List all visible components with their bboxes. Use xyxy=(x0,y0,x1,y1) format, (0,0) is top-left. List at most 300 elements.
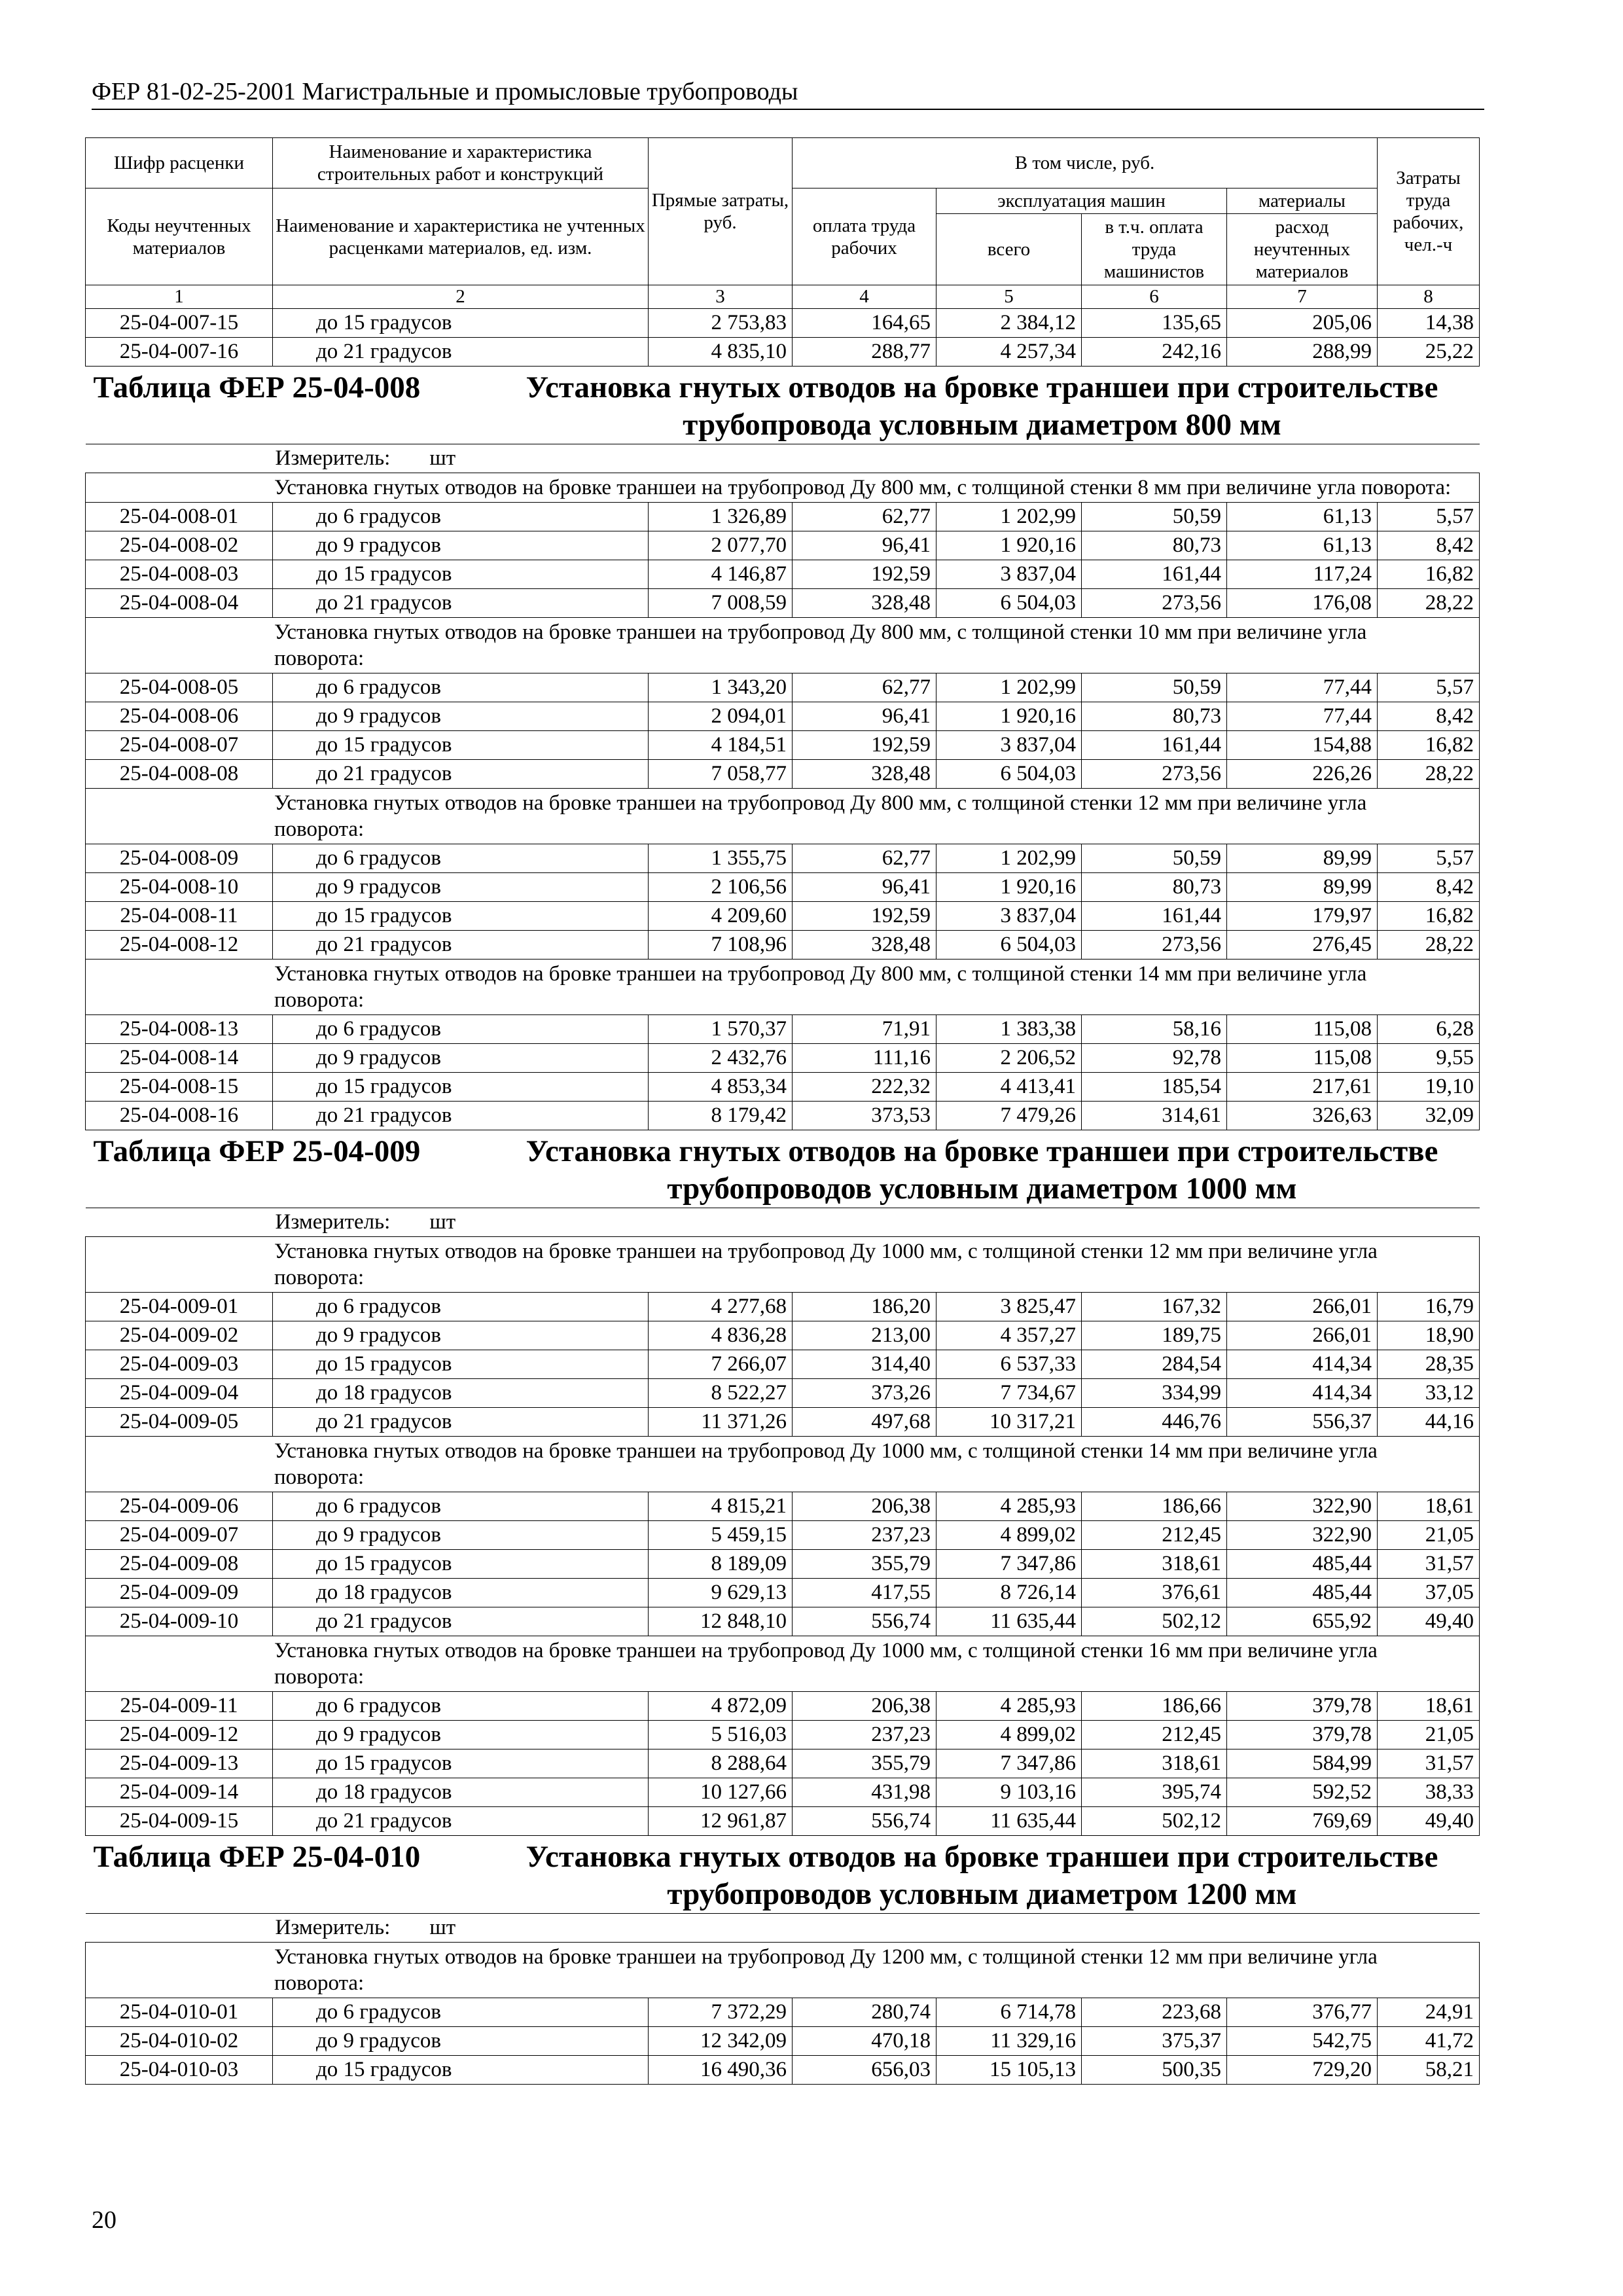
materials: 266,01 xyxy=(1227,1321,1378,1350)
labor-pay: 96,41 xyxy=(793,531,936,560)
rate-name: до 18 градусов xyxy=(273,1379,649,1408)
group-description-row xyxy=(86,960,1480,1015)
materials: 61,13 xyxy=(1227,503,1378,531)
col-materials-header: материалы xyxy=(1227,188,1378,214)
direct-cost: 7 058,77 xyxy=(649,760,793,789)
meter-label: Измеритель: xyxy=(275,446,391,470)
rate-code: 25-04-009-01 xyxy=(86,1293,273,1321)
group-description: Установка гнутых отводов на бровке траншеи на трубопровод Ду 800 мм, с толщиной стенки 8 мм при величине угла поворота: xyxy=(86,473,1480,503)
direct-cost: 8 522,27 xyxy=(649,1379,793,1408)
machines-labor: 212,45 xyxy=(1082,1721,1227,1749)
meter-row xyxy=(86,1914,1480,1943)
labor-hours: 38,33 xyxy=(1378,1778,1480,1807)
col-number: 7 xyxy=(1227,285,1378,309)
labor-hours: 5,57 xyxy=(1378,673,1480,702)
materials: 414,34 xyxy=(1227,1350,1378,1379)
machines-labor: 318,61 xyxy=(1082,1550,1227,1579)
machines-total: 11 635,44 xyxy=(936,1807,1082,1836)
meter-cell xyxy=(86,1208,1480,1237)
rate-name: до 6 градусов xyxy=(273,503,649,531)
machines-labor: 334,99 xyxy=(1082,1379,1227,1408)
materials: 89,99 xyxy=(1227,873,1378,902)
labor-pay: 237,23 xyxy=(793,1521,936,1550)
labor-hours: 8,42 xyxy=(1378,873,1480,902)
rate-code: 25-04-008-08 xyxy=(86,760,273,789)
rate-code: 25-04-008-07 xyxy=(86,731,273,760)
materials: 77,44 xyxy=(1227,702,1378,731)
rate-name: до 15 градусов xyxy=(273,309,649,338)
direct-cost: 12 961,87 xyxy=(649,1807,793,1836)
rate-code: 25-04-009-12 xyxy=(86,1721,273,1749)
direct-cost: 7 372,29 xyxy=(649,1998,793,2027)
col-number: 5 xyxy=(936,285,1082,309)
materials: 485,44 xyxy=(1227,1579,1378,1607)
meter-row xyxy=(86,1208,1480,1237)
machines-labor: 395,74 xyxy=(1082,1778,1227,1807)
rate-code: 25-04-009-15 xyxy=(86,1807,273,1836)
labor-pay: 328,48 xyxy=(793,589,936,618)
col-number: 4 xyxy=(793,285,936,309)
col-machines-labor-header: в т.ч. оплата труда машинистов xyxy=(1082,214,1227,285)
direct-cost: 4 872,09 xyxy=(649,1692,793,1721)
labor-pay: 280,74 xyxy=(793,1998,936,2027)
labor-hours: 5,57 xyxy=(1378,503,1480,531)
machines-total: 6 504,03 xyxy=(936,931,1082,960)
rate-code: 25-04-008-06 xyxy=(86,702,273,731)
materials: 376,77 xyxy=(1227,1998,1378,2027)
direct-cost: 4 853,34 xyxy=(649,1073,793,1102)
direct-cost: 8 189,09 xyxy=(649,1550,793,1579)
group-description: Установка гнутых отводов на бровке траншеи на трубопровод Ду 1000 мм, с толщиной стенки 12 мм при величине угла поворота: xyxy=(86,1237,1480,1293)
machines-labor: 50,59 xyxy=(1082,673,1227,702)
direct-cost: 2 753,83 xyxy=(649,309,793,338)
col-including-header: В том числе, руб. xyxy=(793,138,1378,188)
machines-labor: 284,54 xyxy=(1082,1350,1227,1379)
materials: 89,99 xyxy=(1227,844,1378,873)
machines-labor: 376,61 xyxy=(1082,1579,1227,1607)
labor-hours: 5,57 xyxy=(1378,844,1480,873)
direct-cost: 1 326,89 xyxy=(649,503,793,531)
direct-cost: 2 094,01 xyxy=(649,702,793,731)
table-row xyxy=(86,1998,1480,2027)
labor-pay: 62,77 xyxy=(793,673,936,702)
labor-pay: 288,77 xyxy=(793,338,936,367)
table-row xyxy=(86,844,1480,873)
materials: 217,61 xyxy=(1227,1073,1378,1102)
materials: 117,24 xyxy=(1227,560,1378,589)
materials: 266,01 xyxy=(1227,1293,1378,1321)
rate-code: 25-04-010-02 xyxy=(86,2027,273,2056)
meter-cell xyxy=(86,1914,1480,1943)
labor-hours: 28,22 xyxy=(1378,931,1480,960)
table-row xyxy=(86,309,1480,338)
table-row xyxy=(86,1721,1480,1749)
rate-name: до 9 градусов xyxy=(273,1521,649,1550)
labor-hours: 49,40 xyxy=(1378,1607,1480,1636)
labor-hours: 31,57 xyxy=(1378,1550,1480,1579)
table-row xyxy=(86,673,1480,702)
machines-labor: 242,16 xyxy=(1082,338,1227,367)
materials: 61,13 xyxy=(1227,531,1378,560)
direct-cost: 12 342,09 xyxy=(649,2027,793,2056)
labor-hours: 21,05 xyxy=(1378,1721,1480,1749)
rate-name: до 15 градусов xyxy=(273,1550,649,1579)
table-title xyxy=(86,1839,1480,1913)
table-row xyxy=(86,1350,1480,1379)
direct-cost: 9 629,13 xyxy=(649,1579,793,1607)
rate-name: до 6 градусов xyxy=(273,1692,649,1721)
machines-total: 3 837,04 xyxy=(936,731,1082,760)
materials: 154,88 xyxy=(1227,731,1378,760)
labor-hours: 32,09 xyxy=(1378,1102,1480,1130)
machines-total: 4 285,93 xyxy=(936,1692,1082,1721)
machines-labor: 273,56 xyxy=(1082,589,1227,618)
labor-hours: 25,22 xyxy=(1378,338,1480,367)
labor-hours: 19,10 xyxy=(1378,1073,1480,1102)
group-description: Установка гнутых отводов на бровке траншеи на трубопровод Ду 1200 мм, с толщиной стенки 12 мм при величине угла поворота: xyxy=(86,1943,1480,1998)
materials: 485,44 xyxy=(1227,1550,1378,1579)
labor-hours: 21,05 xyxy=(1378,1521,1480,1550)
labor-pay: 373,53 xyxy=(793,1102,936,1130)
col-number: 2 xyxy=(273,285,649,309)
rate-name: до 6 градусов xyxy=(273,1293,649,1321)
col-machines-header: эксплуатация машин xyxy=(936,188,1227,214)
labor-hours: 37,05 xyxy=(1378,1579,1480,1607)
rate-code: 25-04-008-10 xyxy=(86,873,273,902)
rate-name: до 21 градусов xyxy=(273,589,649,618)
labor-pay: 431,98 xyxy=(793,1778,936,1807)
rate-code: 25-04-008-11 xyxy=(86,902,273,931)
table-row xyxy=(86,1807,1480,1836)
col-number: 6 xyxy=(1082,285,1227,309)
machines-labor: 314,61 xyxy=(1082,1102,1227,1130)
machines-labor: 446,76 xyxy=(1082,1408,1227,1437)
direct-cost: 4 277,68 xyxy=(649,1293,793,1321)
labor-pay: 222,32 xyxy=(793,1073,936,1102)
machines-labor: 502,12 xyxy=(1082,1607,1227,1636)
direct-cost: 2 077,70 xyxy=(649,531,793,560)
labor-pay: 355,79 xyxy=(793,1749,936,1778)
materials: 655,92 xyxy=(1227,1607,1378,1636)
rate-code: 25-04-008-01 xyxy=(86,503,273,531)
rate-code: 25-04-009-09 xyxy=(86,1579,273,1607)
materials: 205,06 xyxy=(1227,309,1378,338)
labor-pay: 470,18 xyxy=(793,2027,936,2056)
group-description: Установка гнутых отводов на бровке траншеи на трубопровод Ду 800 мм, с толщиной стенки 12 мм при величине угла поворота: xyxy=(86,789,1480,844)
meter-unit: шт xyxy=(429,1916,456,1939)
rate-name: до 15 градусов xyxy=(273,1073,649,1102)
column-numbers-row xyxy=(86,285,1480,309)
materials: 326,63 xyxy=(1227,1102,1378,1130)
group-description-row xyxy=(86,1636,1480,1692)
machines-total: 4 257,34 xyxy=(936,338,1082,367)
table-label: Таблица ФЕР 25-04-010 xyxy=(93,1840,421,1874)
rate-name: до 21 градусов xyxy=(273,931,649,960)
rate-code: 25-04-009-07 xyxy=(86,1521,273,1550)
rates-table xyxy=(85,137,1480,2085)
labor-pay: 96,41 xyxy=(793,873,936,902)
machines-total: 4 413,41 xyxy=(936,1073,1082,1102)
machines-labor: 161,44 xyxy=(1082,902,1227,931)
direct-cost: 7 266,07 xyxy=(649,1350,793,1379)
materials: 226,26 xyxy=(1227,760,1378,789)
rate-name: до 6 градусов xyxy=(273,1998,649,2027)
rate-code: 25-04-008-15 xyxy=(86,1073,273,1102)
group-description-row xyxy=(86,618,1480,673)
rate-name: до 9 градусов xyxy=(273,1321,649,1350)
labor-pay: 314,40 xyxy=(793,1350,936,1379)
rate-name: до 21 градусов xyxy=(273,1408,649,1437)
labor-pay: 355,79 xyxy=(793,1550,936,1579)
table-row xyxy=(86,1492,1480,1521)
table-row xyxy=(86,531,1480,560)
labor-pay: 192,59 xyxy=(793,731,936,760)
table-row xyxy=(86,1379,1480,1408)
table-row xyxy=(86,873,1480,902)
group-description-row xyxy=(86,1437,1480,1492)
rate-code: 25-04-008-13 xyxy=(86,1015,273,1044)
materials: 556,37 xyxy=(1227,1408,1378,1437)
machines-total: 7 734,67 xyxy=(936,1379,1082,1408)
labor-hours: 16,79 xyxy=(1378,1293,1480,1321)
page-number: 20 xyxy=(92,2206,116,2234)
table-label: Таблица ФЕР 25-04-009 xyxy=(93,1134,421,1168)
rate-name: до 6 градусов xyxy=(273,844,649,873)
labor-pay: 206,38 xyxy=(793,1492,936,1521)
col-codes-unaccounted-header: Коды неучтенных материалов xyxy=(86,188,273,285)
materials: 322,90 xyxy=(1227,1521,1378,1550)
rate-name: до 9 градусов xyxy=(273,2027,649,2056)
rate-code: 25-04-008-14 xyxy=(86,1044,273,1073)
machines-total: 9 103,16 xyxy=(936,1778,1082,1807)
machines-total: 7 479,26 xyxy=(936,1102,1082,1130)
direct-cost: 8 288,64 xyxy=(649,1749,793,1778)
col-name-header: Наименование и характеристика строительных работ и конструкций xyxy=(273,138,649,188)
machines-total: 3 837,04 xyxy=(936,902,1082,931)
machines-total: 2 206,52 xyxy=(936,1044,1082,1073)
labor-pay: 556,74 xyxy=(793,1607,936,1636)
labor-pay: 164,65 xyxy=(793,309,936,338)
rate-code: 25-04-009-05 xyxy=(86,1408,273,1437)
table-row xyxy=(86,560,1480,589)
machines-labor: 273,56 xyxy=(1082,931,1227,960)
group-description-row xyxy=(86,1943,1480,1998)
group-description-row xyxy=(86,473,1480,503)
labor-hours: 18,90 xyxy=(1378,1321,1480,1350)
group-description: Установка гнутых отводов на бровке траншеи на трубопровод Ду 1000 мм, с толщиной стенки 14 мм при величине угла поворота: xyxy=(86,1437,1480,1492)
rate-name: до 9 градусов xyxy=(273,1044,649,1073)
table-title-row xyxy=(86,1130,1480,1208)
machines-labor: 161,44 xyxy=(1082,731,1227,760)
rate-code: 25-04-008-02 xyxy=(86,531,273,560)
meter-unit: шт xyxy=(429,1210,456,1234)
rate-code: 25-04-008-04 xyxy=(86,589,273,618)
direct-cost: 8 179,42 xyxy=(649,1102,793,1130)
materials: 288,99 xyxy=(1227,338,1378,367)
table-row xyxy=(86,1692,1480,1721)
labor-pay: 213,00 xyxy=(793,1321,936,1350)
machines-labor: 223,68 xyxy=(1082,1998,1227,2027)
materials: 322,90 xyxy=(1227,1492,1378,1521)
rate-name: до 21 градусов xyxy=(273,760,649,789)
materials: 769,69 xyxy=(1227,1807,1378,1836)
labor-pay: 96,41 xyxy=(793,702,936,731)
table-row xyxy=(86,931,1480,960)
materials: 414,34 xyxy=(1227,1379,1378,1408)
col-labor-cost-header: Затраты труда рабочих, чел.-ч xyxy=(1378,138,1480,285)
labor-pay: 556,74 xyxy=(793,1807,936,1836)
table-title-text: Установка гнутых отводов на бровке траншеи при строительстве трубопроводов условным диаметром 1000 мм xyxy=(526,1134,1438,1206)
table-row xyxy=(86,731,1480,760)
rate-code: 25-04-008-03 xyxy=(86,560,273,589)
materials: 379,78 xyxy=(1227,1692,1378,1721)
machines-labor: 167,32 xyxy=(1082,1293,1227,1321)
materials: 729,20 xyxy=(1227,2056,1378,2085)
machines-total: 15 105,13 xyxy=(936,2056,1082,2085)
machines-total: 2 384,12 xyxy=(936,309,1082,338)
meter-label: Измеритель: xyxy=(275,1916,391,1939)
direct-cost: 10 127,66 xyxy=(649,1778,793,1807)
rate-name: до 21 градусов xyxy=(273,338,649,367)
labor-hours: 9,55 xyxy=(1378,1044,1480,1073)
table-row xyxy=(86,1408,1480,1437)
table-title-row xyxy=(86,1836,1480,1914)
machines-total: 4 899,02 xyxy=(936,1521,1082,1550)
materials: 584,99 xyxy=(1227,1749,1378,1778)
table-title-text: Установка гнутых отводов на бровке траншеи при строительстве трубопровода условным диаметром 800 мм xyxy=(526,370,1438,442)
labor-hours: 28,22 xyxy=(1378,760,1480,789)
machines-total: 1 920,16 xyxy=(936,702,1082,731)
rate-code: 25-04-007-15 xyxy=(86,309,273,338)
direct-cost: 11 371,26 xyxy=(649,1408,793,1437)
rate-name: до 9 градусов xyxy=(273,531,649,560)
machines-total: 8 726,14 xyxy=(936,1579,1082,1607)
direct-cost: 4 836,28 xyxy=(649,1321,793,1350)
machines-total: 4 357,27 xyxy=(936,1321,1082,1350)
machines-total: 10 317,21 xyxy=(936,1408,1082,1437)
table-row xyxy=(86,902,1480,931)
table-row xyxy=(86,1579,1480,1607)
rate-code: 25-04-009-04 xyxy=(86,1379,273,1408)
rate-code: 25-04-010-01 xyxy=(86,1998,273,2027)
col-materials-sub-header: расход неучтенных материалов xyxy=(1227,214,1378,285)
labor-hours: 44,16 xyxy=(1378,1408,1480,1437)
rate-name: до 6 градусов xyxy=(273,1492,649,1521)
table-title-row xyxy=(86,367,1480,444)
direct-cost: 1 570,37 xyxy=(649,1015,793,1044)
rate-code: 25-04-009-08 xyxy=(86,1550,273,1579)
rate-code: 25-04-008-12 xyxy=(86,931,273,960)
rate-name: до 15 градусов xyxy=(273,1350,649,1379)
machines-total: 3 837,04 xyxy=(936,560,1082,589)
rate-code: 25-04-009-11 xyxy=(86,1692,273,1721)
materials: 115,08 xyxy=(1227,1015,1378,1044)
labor-hours: 33,12 xyxy=(1378,1379,1480,1408)
machines-labor: 186,66 xyxy=(1082,1492,1227,1521)
machines-total: 1 383,38 xyxy=(936,1015,1082,1044)
meter-cell xyxy=(86,444,1480,473)
rate-code: 25-04-008-09 xyxy=(86,844,273,873)
labor-hours: 28,22 xyxy=(1378,589,1480,618)
labor-hours: 8,42 xyxy=(1378,702,1480,731)
table-title-cell xyxy=(86,367,1480,444)
table-title-cell xyxy=(86,1836,1480,1914)
table-row xyxy=(86,1521,1480,1550)
table-row xyxy=(86,2056,1480,2085)
table-row xyxy=(86,338,1480,367)
table-title-text: Установка гнутых отводов на бровке траншеи при строительстве трубопроводов условным диаметром 1200 мм xyxy=(526,1840,1438,1911)
rate-code: 25-04-008-05 xyxy=(86,673,273,702)
machines-labor: 500,35 xyxy=(1082,2056,1227,2085)
rate-code: 25-04-009-06 xyxy=(86,1492,273,1521)
direct-cost: 2 106,56 xyxy=(649,873,793,902)
machines-labor: 161,44 xyxy=(1082,560,1227,589)
labor-hours: 6,28 xyxy=(1378,1015,1480,1044)
direct-cost: 1 343,20 xyxy=(649,673,793,702)
group-description-row xyxy=(86,789,1480,844)
materials: 379,78 xyxy=(1227,1721,1378,1749)
labor-pay: 237,23 xyxy=(793,1721,936,1749)
meter-label: Измеритель: xyxy=(275,1210,391,1234)
machines-labor: 50,59 xyxy=(1082,503,1227,531)
table-row xyxy=(86,589,1480,618)
machines-labor: 80,73 xyxy=(1082,531,1227,560)
machines-total: 4 285,93 xyxy=(936,1492,1082,1521)
labor-pay: 656,03 xyxy=(793,2056,936,2085)
direct-cost: 4 835,10 xyxy=(649,338,793,367)
labor-pay: 417,55 xyxy=(793,1579,936,1607)
direct-cost: 4 209,60 xyxy=(649,902,793,931)
col-machines-total-header: всего xyxy=(936,214,1082,285)
labor-hours: 16,82 xyxy=(1378,902,1480,931)
labor-hours: 14,38 xyxy=(1378,309,1480,338)
direct-cost: 16 490,36 xyxy=(649,2056,793,2085)
table-row xyxy=(86,1015,1480,1044)
group-description: Установка гнутых отводов на бровке траншеи на трубопровод Ду 1000 мм, с толщиной стенки 16 мм при величине угла поворота: xyxy=(86,1636,1480,1692)
machines-total: 6 504,03 xyxy=(936,760,1082,789)
rate-code: 25-04-010-03 xyxy=(86,2056,273,2085)
table-row xyxy=(86,1607,1480,1636)
machines-labor: 273,56 xyxy=(1082,760,1227,789)
table-row xyxy=(86,1102,1480,1130)
machines-labor: 80,73 xyxy=(1082,873,1227,902)
labor-hours: 28,35 xyxy=(1378,1350,1480,1379)
col-number: 1 xyxy=(86,285,273,309)
machines-total: 1 920,16 xyxy=(936,531,1082,560)
direct-cost: 4 146,87 xyxy=(649,560,793,589)
header-rule xyxy=(92,109,1484,110)
machines-labor: 92,78 xyxy=(1082,1044,1227,1073)
rate-name: до 15 градусов xyxy=(273,902,649,931)
col-code-header: Шифр расценки xyxy=(86,138,273,188)
rate-name: до 6 градусов xyxy=(273,1015,649,1044)
labor-hours: 18,61 xyxy=(1378,1692,1480,1721)
col-number: 3 xyxy=(649,285,793,309)
table-row xyxy=(86,1778,1480,1807)
group-description: Установка гнутых отводов на бровке траншеи на трубопровод Ду 800 мм, с толщиной стенки 10 мм при величине угла поворота: xyxy=(86,618,1480,673)
labor-pay: 328,48 xyxy=(793,931,936,960)
table-row xyxy=(86,702,1480,731)
table-label: Таблица ФЕР 25-04-008 xyxy=(93,370,421,404)
rate-name: до 21 градусов xyxy=(273,1807,649,1836)
labor-hours: 49,40 xyxy=(1378,1807,1480,1836)
direct-cost: 5 459,15 xyxy=(649,1521,793,1550)
col-name-unaccounted-header: Наименование и характеристика не учтенных расценками материалов, ед. изм. xyxy=(273,188,649,285)
machines-total: 7 347,86 xyxy=(936,1749,1082,1778)
meter-unit: шт xyxy=(429,446,456,470)
labor-hours: 16,82 xyxy=(1378,560,1480,589)
direct-cost: 4 184,51 xyxy=(649,731,793,760)
